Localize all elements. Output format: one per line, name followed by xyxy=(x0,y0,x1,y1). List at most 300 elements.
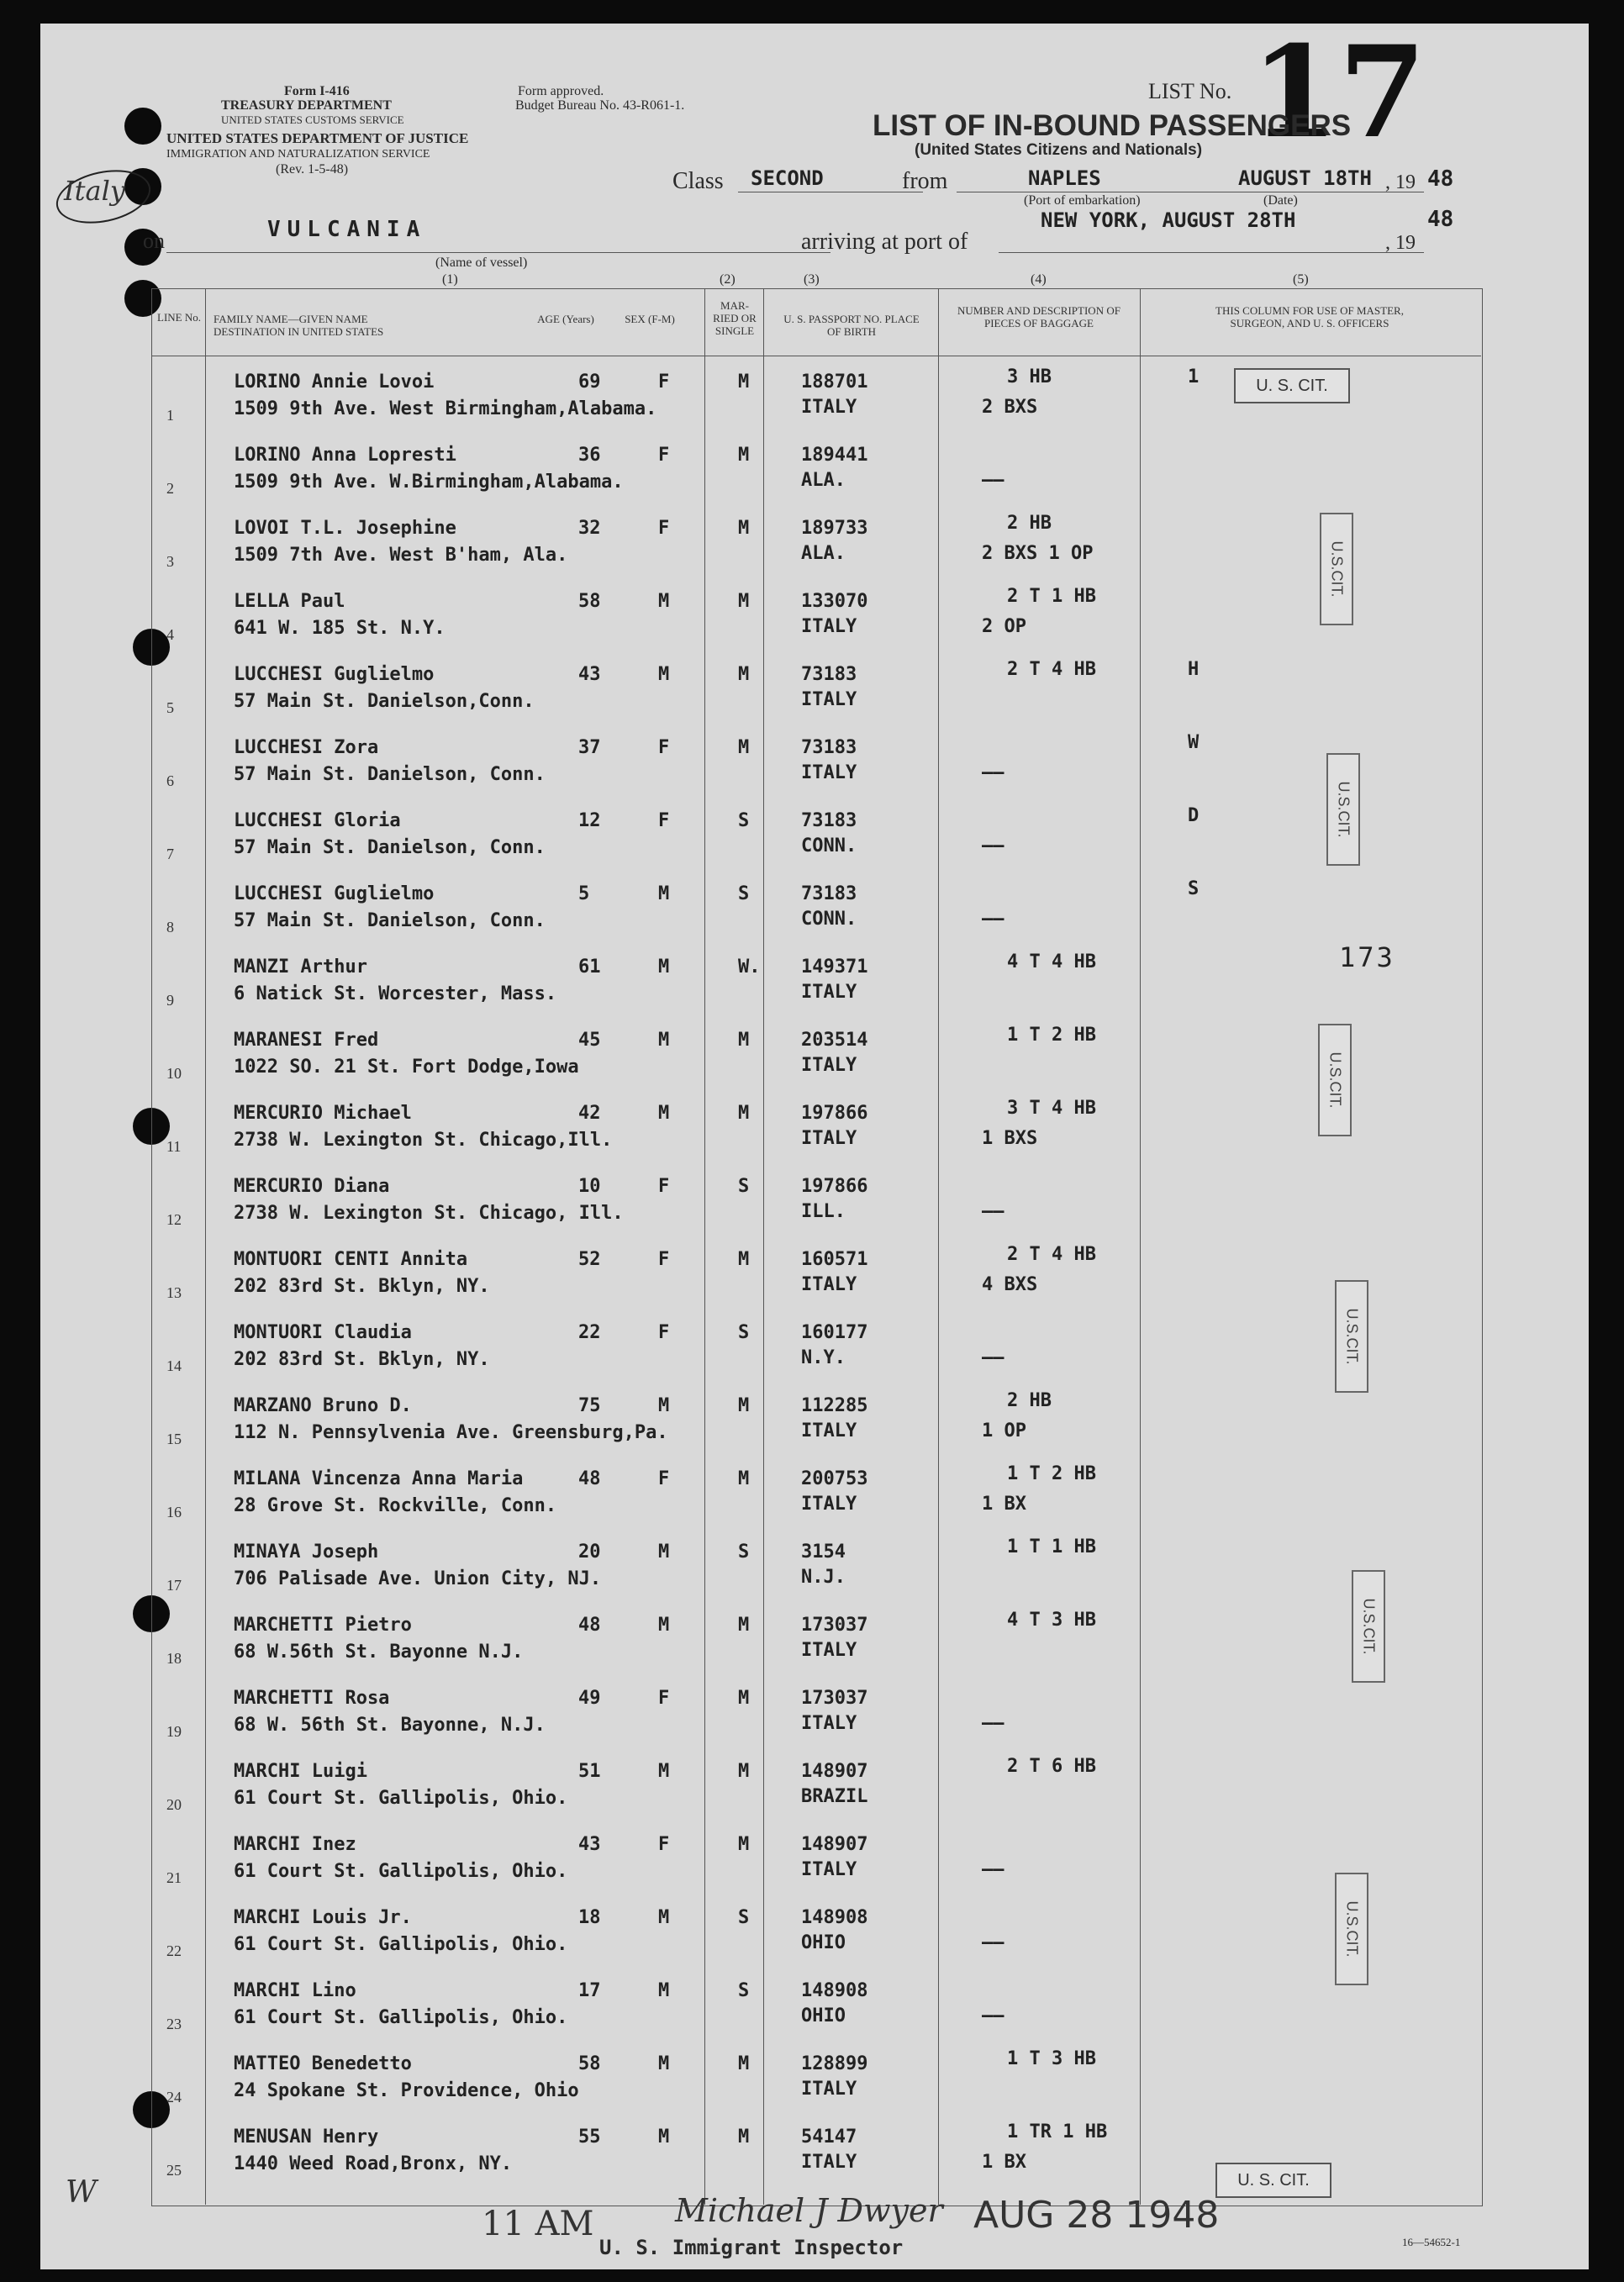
cell-birth: ITALY xyxy=(801,762,857,783)
cell-bag1: 1 T 2 HB xyxy=(1007,1025,1096,1046)
cell-name: MARCHI Luigi xyxy=(234,1761,367,1782)
cell-birth: ITALY xyxy=(801,1713,857,1734)
cell-birth: N.J. xyxy=(801,1567,846,1588)
col-header-sex: SEX (F-M) xyxy=(625,313,675,325)
cell-mark: W xyxy=(1188,732,1200,753)
justice-department: UNITED STATES DEPARTMENT OF JUSTICE xyxy=(166,130,469,146)
margin-mark: W xyxy=(66,2175,98,2210)
cell-address: 61 Court St. Gallipolis, Ohio. xyxy=(234,1861,568,1882)
cell-mark: 1 xyxy=(1188,366,1200,387)
cell-age: 58 xyxy=(578,591,601,612)
cell-age: 48 xyxy=(578,1615,601,1636)
cell-bag2: —— xyxy=(982,909,1004,930)
cell-bag2: —— xyxy=(982,835,1004,856)
cell-ms: M xyxy=(738,1615,750,1636)
table-row xyxy=(40,506,1589,579)
cell-name: LUCCHESI Guglielmo xyxy=(234,664,435,685)
cell-line: 5 xyxy=(166,699,174,716)
col-header-age: AGE (Years) xyxy=(537,313,594,325)
cell-bag1: 1 T 2 HB xyxy=(1007,1463,1096,1484)
cell-name: MERCURIO Michael xyxy=(234,1103,412,1124)
cell-ms: M xyxy=(738,1249,750,1270)
cell-name: MERCURIO Diana xyxy=(234,1176,390,1197)
cell-birth: N.Y. xyxy=(801,1347,846,1368)
cell-address: 68 W.56th St. Bayonne N.J. xyxy=(234,1642,524,1663)
customs-service: UNITED STATES CUSTOMS SERVICE xyxy=(221,113,404,126)
cell-address: 2738 W. Lexington St. Chicago,Ill. xyxy=(234,1130,613,1151)
cell-passport: 73183 xyxy=(801,664,857,685)
cell-age: 43 xyxy=(578,1834,601,1855)
cell-birth: ILL. xyxy=(801,1201,846,1222)
cell-age: 17 xyxy=(578,1980,601,2001)
cell-age: 37 xyxy=(578,737,601,758)
cell-sex: M xyxy=(658,1615,670,1636)
cell-bag1: 1 T 1 HB xyxy=(1007,1536,1096,1557)
cell-address: 202 83rd St. Bklyn, NY. xyxy=(234,1276,490,1297)
class-value: SECOND xyxy=(751,166,824,190)
cell-address: 1509 7th Ave. West B'ham, Ala. xyxy=(234,545,568,566)
cell-line: 6 xyxy=(166,772,174,789)
vessel-label: (Name of vessel) xyxy=(435,256,528,270)
form-number: Form I-416 xyxy=(284,84,350,98)
cell-sex: M xyxy=(658,1761,670,1782)
col-num-2: (2) xyxy=(720,272,736,287)
cell-line: 25 xyxy=(166,2162,182,2179)
inspector-signature: Michael J Dwyer xyxy=(675,2192,943,2229)
cell-name: LORINO Annie Lovoi xyxy=(234,372,435,393)
cell-address: 61 Court St. Gallipolis, Ohio. xyxy=(234,1788,568,1809)
col-header-line: LINE No. xyxy=(157,311,201,324)
arrival-date-stamp: AUG 28 1948 xyxy=(973,2194,1220,2237)
cell-bag2: 1 BX xyxy=(982,2152,1026,2173)
vessel-name: VULCANIA xyxy=(267,217,427,242)
cell-ms: M xyxy=(738,518,750,539)
cell-ms: M xyxy=(738,1103,750,1124)
cell-passport: 200753 xyxy=(801,1468,868,1489)
cell-sex: F xyxy=(658,1688,670,1709)
cell-birth: ITALY xyxy=(801,616,857,637)
us-cit-vertical-stamp: U.S.CIT. xyxy=(1335,1280,1368,1393)
cell-birth: ITALY xyxy=(801,689,857,710)
cell-line: 21 xyxy=(166,1869,182,1886)
cell-line: 19 xyxy=(166,1723,182,1740)
cell-bag1: 3 HB xyxy=(1007,366,1052,387)
cell-sex: F xyxy=(658,737,670,758)
cell-birth: CONN. xyxy=(801,909,857,930)
cell-bag2: —— xyxy=(982,1713,1004,1734)
cell-birth: ALA. xyxy=(801,470,846,491)
cell-age: 20 xyxy=(578,1542,601,1563)
cell-sex: F xyxy=(658,1468,670,1489)
cell-sex: M xyxy=(658,1395,670,1416)
cell-bag2: 1 BX xyxy=(982,1494,1026,1515)
cell-address: 61 Court St. Gallipolis, Ohio. xyxy=(234,2007,568,2028)
table-row xyxy=(40,360,1589,433)
cell-line: 10 xyxy=(166,1065,182,1082)
ins-service: IMMIGRATION AND NATURALIZATION SERVICE xyxy=(166,148,430,161)
arrival-line xyxy=(999,252,1424,253)
cell-birth: BRAZIL xyxy=(801,1786,868,1807)
cell-bag1: 1 T 3 HB xyxy=(1007,2048,1096,2069)
cell-address: 68 W. 56th St. Bayonne, N.J. xyxy=(234,1715,546,1736)
us-cit-vertical-stamp: U.S.CIT. xyxy=(1318,1024,1352,1136)
cell-ms: M xyxy=(738,445,750,466)
col-num-3: (3) xyxy=(804,272,820,287)
form-revision: (Rev. 1-5-48) xyxy=(276,162,349,177)
us-cit-vertical-stamp: U.S.CIT. xyxy=(1320,513,1353,625)
cell-sex: F xyxy=(658,1176,670,1197)
cell-ms: W. xyxy=(738,957,761,978)
cell-bag1: 4 T 3 HB xyxy=(1007,1610,1096,1631)
cell-birth: ITALY xyxy=(801,2079,857,2100)
cell-bag2: 1 OP xyxy=(982,1420,1026,1441)
cell-passport: 189441 xyxy=(801,445,868,466)
cell-sex: M xyxy=(658,883,670,904)
cell-address: 706 Palisade Ave. Union City, NJ. xyxy=(234,1568,602,1589)
cell-bag1: 3 T 4 HB xyxy=(1007,1098,1096,1119)
cell-sex: M xyxy=(658,2127,670,2148)
cell-passport: 3154 xyxy=(801,1542,846,1563)
table-row xyxy=(40,1018,1589,1091)
col-header-name: FAMILY NAME—GIVEN NAME DESTINATION IN UNITED STATES xyxy=(214,313,384,338)
cell-name: LELLA Paul xyxy=(234,591,345,612)
cell-ms: M xyxy=(738,372,750,393)
cell-age: 69 xyxy=(578,372,601,393)
cell-line: 8 xyxy=(166,919,174,935)
cell-birth: ITALY xyxy=(801,2152,857,2173)
cell-passport: 148908 xyxy=(801,1907,868,1928)
cell-sex: F xyxy=(658,810,670,831)
cell-name: MENUSAN Henry xyxy=(234,2127,379,2148)
cell-age: 48 xyxy=(578,1468,601,1489)
cell-sex: F xyxy=(658,1322,670,1343)
cell-birth: ITALY xyxy=(801,397,857,418)
cell-sex: F xyxy=(658,1249,670,1270)
cell-bag1: 2 T 1 HB xyxy=(1007,586,1096,607)
cell-passport: 197866 xyxy=(801,1176,868,1197)
number-stamp-173: 173 xyxy=(1339,941,1395,973)
cell-passport: 73183 xyxy=(801,883,857,904)
cell-line: 2 xyxy=(166,480,174,497)
col-header-married: MAR-RIED OR SINGLE xyxy=(713,299,757,337)
cell-passport: 73183 xyxy=(801,737,857,758)
cell-bag1: 2 T 6 HB xyxy=(1007,1756,1096,1777)
cell-bag2: 2 BXS 1 OP xyxy=(982,543,1094,564)
table-row xyxy=(40,872,1589,945)
cell-birth: OHIO xyxy=(801,2005,846,2026)
cell-line: 15 xyxy=(166,1431,182,1447)
cell-line: 14 xyxy=(166,1357,182,1374)
cell-ms: S xyxy=(738,1322,750,1343)
cell-name: MARCHI Louis Jr. xyxy=(234,1907,412,1928)
cell-line: 20 xyxy=(166,1796,182,1813)
cell-birth: ITALY xyxy=(801,1274,857,1295)
cell-ms: S xyxy=(738,810,750,831)
cell-sex: M xyxy=(658,957,670,978)
arriving-label: arriving at port of xyxy=(801,229,968,255)
cell-birth: ITALY xyxy=(801,1055,857,1076)
table-row xyxy=(40,1749,1589,1822)
cell-bag1: 2 HB xyxy=(1007,1390,1052,1411)
cell-age: 22 xyxy=(578,1322,601,1343)
cell-ms: S xyxy=(738,1176,750,1197)
us-cit-stamp: U. S. CIT. xyxy=(1234,368,1350,403)
col-num-1: (1) xyxy=(442,272,458,287)
treasury-department: TREASURY DEPARTMENT xyxy=(221,98,392,113)
cell-name: MILANA Vincenza Anna Maria xyxy=(234,1468,524,1489)
cell-ms: M xyxy=(738,1395,750,1416)
table-row xyxy=(40,579,1589,652)
col-header-officers: THIS COLUMN FOR USE OF MASTER, SURGEON, AND U. S. OFFICERS xyxy=(1215,304,1404,329)
cell-name: MARCHI Inez xyxy=(234,1834,356,1855)
cell-age: 43 xyxy=(578,664,601,685)
table-row xyxy=(40,1383,1589,1457)
cell-address: 6 Natick St. Worcester, Mass. xyxy=(234,983,557,1004)
cell-age: 12 xyxy=(578,810,601,831)
cell-address: 112 N. Pennsylvenia Ave. Greensburg,Pa. xyxy=(234,1422,668,1443)
cell-name: MARCHETTI Rosa xyxy=(234,1688,390,1709)
cell-passport: 160177 xyxy=(801,1322,868,1343)
cell-ms: M xyxy=(738,2127,750,2148)
cell-address: 641 W. 185 St. N.Y. xyxy=(234,618,446,639)
cell-name: LUCCHESI Gloria xyxy=(234,810,401,831)
cell-ms: S xyxy=(738,1980,750,2001)
table-row xyxy=(40,2042,1589,2115)
cell-age: 18 xyxy=(578,1907,601,1928)
cell-ms: M xyxy=(738,1468,750,1489)
page-title: LIST OF IN-BOUND PASSENGERS xyxy=(873,109,1352,142)
cell-line: 24 xyxy=(166,2089,182,2105)
cell-birth: ALA. xyxy=(801,543,846,564)
cell-passport: 188701 xyxy=(801,372,868,393)
cell-bag2: —— xyxy=(982,1347,1004,1368)
cell-name: MONTUORI Claudia xyxy=(234,1322,412,1343)
binder-hole xyxy=(124,108,161,145)
cell-passport: 73183 xyxy=(801,810,857,831)
print-code: 16—54652-1 xyxy=(1402,2236,1461,2248)
cell-age: 42 xyxy=(578,1103,601,1124)
cell-bag2: —— xyxy=(982,470,1004,491)
cell-ms: M xyxy=(738,1688,750,1709)
table-row xyxy=(40,1676,1589,1749)
cell-bag1: 2 T 4 HB xyxy=(1007,1244,1096,1265)
cell-bag2: 2 BXS xyxy=(982,397,1038,418)
cell-passport: 160571 xyxy=(801,1249,868,1270)
cell-birth: ITALY xyxy=(801,1420,857,1441)
cell-age: 32 xyxy=(578,518,601,539)
cell-age: 5 xyxy=(578,883,590,904)
cell-sex: M xyxy=(658,1980,670,2001)
port-embark-label: (Port of embarkation) xyxy=(1024,193,1141,208)
us-cit-stamp: U. S. CIT. xyxy=(1215,2163,1331,2198)
col-num-5: (5) xyxy=(1293,272,1309,287)
from-label: from xyxy=(902,168,948,194)
table-row xyxy=(40,2115,1589,2188)
cell-name: MARANESI Fred xyxy=(234,1030,379,1051)
cell-line: 13 xyxy=(166,1284,182,1301)
cell-age: 52 xyxy=(578,1249,601,1270)
cell-age: 61 xyxy=(578,957,601,978)
cell-line: 7 xyxy=(166,846,174,862)
cell-name: LUCCHESI Zora xyxy=(234,737,379,758)
arrival-port: NEW YORK, AUGUST 28TH xyxy=(1041,208,1296,232)
departure-year: 48 xyxy=(1427,166,1454,192)
cell-sex: F xyxy=(658,445,670,466)
cell-line: 9 xyxy=(166,992,174,1009)
cell-birth: CONN. xyxy=(801,835,857,856)
cell-bag1: 2 HB xyxy=(1007,513,1052,534)
cell-passport: 203514 xyxy=(801,1030,868,1051)
cell-sex: F xyxy=(658,372,670,393)
cell-name: LORINO Anna Lopresti xyxy=(234,445,456,466)
cell-name: LUCCHESI Guglielmo xyxy=(234,883,435,904)
inspector-label: U. S. Immigrant Inspector xyxy=(599,2236,904,2259)
cell-passport: 148907 xyxy=(801,1761,868,1782)
cell-birth: ITALY xyxy=(801,1859,857,1880)
cell-line: 17 xyxy=(166,1577,182,1594)
cell-address: 57 Main St. Danielson, Conn. xyxy=(234,910,546,931)
cell-bag2: —— xyxy=(982,2005,1004,2026)
year-prefix-1: , 19 xyxy=(1385,171,1416,193)
cell-birth: ITALY xyxy=(801,1640,857,1661)
cell-ms: M xyxy=(738,1761,750,1782)
cell-bag2: —— xyxy=(982,1859,1004,1880)
cell-age: 75 xyxy=(578,1395,601,1416)
cell-age: 51 xyxy=(578,1761,601,1782)
cell-name: LOVOI T.L. Josephine xyxy=(234,518,456,539)
cell-ms: M xyxy=(738,737,750,758)
cell-mark: S xyxy=(1188,878,1200,899)
table-row xyxy=(40,1164,1589,1237)
cell-address: 2738 W. Lexington St. Chicago, Ill. xyxy=(234,1203,624,1224)
cell-address: 1022 SO. 21 St. Fort Dodge,Iowa xyxy=(234,1057,579,1078)
cell-bag1: 2 T 4 HB xyxy=(1007,659,1096,680)
cell-sex: M xyxy=(658,1030,670,1051)
cell-address: 1509 9th Ave. West Birmingham,Alabama. xyxy=(234,398,657,419)
cell-sex: M xyxy=(658,591,670,612)
table-row xyxy=(40,433,1589,506)
class-label: Class xyxy=(672,168,724,194)
cell-line: 16 xyxy=(166,1504,182,1520)
page-subtitle: (United States Citizens and Nationals) xyxy=(915,141,1203,159)
us-cit-vertical-stamp: U.S.CIT. xyxy=(1335,1873,1368,1985)
col-num-4: (4) xyxy=(1031,272,1047,287)
cell-line: 18 xyxy=(166,1650,182,1667)
cell-passport: 54147 xyxy=(801,2127,857,2148)
cell-birth: OHIO xyxy=(801,1932,846,1953)
cell-passport: 148908 xyxy=(801,1980,868,2001)
col-header-passport: U. S. PASSPORT NO. PLACE OF BIRTH xyxy=(783,313,920,338)
cell-passport: 112285 xyxy=(801,1395,868,1416)
cell-passport: 197866 xyxy=(801,1103,868,1124)
cell-address: 57 Main St. Danielson, Conn. xyxy=(234,764,546,785)
on-label: on xyxy=(143,229,165,253)
handwritten-time: 11 AM xyxy=(482,2205,594,2243)
cell-age: 58 xyxy=(578,2053,601,2074)
cell-ms: M xyxy=(738,2053,750,2074)
us-cit-vertical-stamp: U.S.CIT. xyxy=(1352,1570,1385,1683)
table-row xyxy=(40,652,1589,725)
cell-line: 22 xyxy=(166,1942,182,1959)
table-row xyxy=(40,1091,1589,1164)
cell-sex: M xyxy=(658,1907,670,1928)
cell-name: MANZI Arthur xyxy=(234,957,367,978)
cell-ms: M xyxy=(738,1030,750,1051)
arrival-year: 48 xyxy=(1427,207,1454,232)
cell-ms: S xyxy=(738,1907,750,1928)
cell-address: 57 Main St. Danielson, Conn. xyxy=(234,837,546,858)
cell-ms: S xyxy=(738,1542,750,1563)
cell-address: 202 83rd St. Bklyn, NY. xyxy=(234,1349,490,1370)
cell-age: 45 xyxy=(578,1030,601,1051)
cell-age: 36 xyxy=(578,445,601,466)
cell-sex: F xyxy=(658,518,670,539)
budget-bureau: Budget Bureau No. 43-R061-1. xyxy=(515,98,685,113)
cell-mark: D xyxy=(1188,805,1200,826)
cell-bag2: 1 BXS xyxy=(982,1128,1038,1149)
cell-birth: ITALY xyxy=(801,1128,857,1149)
cell-sex: F xyxy=(658,1834,670,1855)
cell-address: 28 Grove St. Rockville, Conn. xyxy=(234,1495,557,1516)
cell-passport: 148907 xyxy=(801,1834,868,1855)
form-approved: Form approved. xyxy=(518,84,604,98)
cell-name: MINAYA Joseph xyxy=(234,1542,379,1563)
us-cit-vertical-stamp: U.S.CIT. xyxy=(1326,753,1360,866)
cell-line: 23 xyxy=(166,2016,182,2032)
cell-name: MARZANO Bruno D. xyxy=(234,1395,412,1416)
cell-bag2: —— xyxy=(982,1201,1004,1222)
cell-line: 11 xyxy=(166,1138,182,1155)
handwritten-country: Italy xyxy=(64,175,125,207)
cell-address: 1509 9th Ave. W.Birmingham,Alabama. xyxy=(234,472,624,493)
cell-address: 57 Main St. Danielson,Conn. xyxy=(234,691,535,712)
cell-birth: ITALY xyxy=(801,1494,857,1515)
cell-bag1: 1 TR 1 HB xyxy=(1007,2121,1108,2142)
cell-mark: H xyxy=(1188,659,1200,680)
cell-line: 12 xyxy=(166,1211,182,1228)
cell-bag1: 4 T 4 HB xyxy=(1007,951,1096,972)
cell-line: 3 xyxy=(166,553,174,570)
from-value: NAPLES xyxy=(1028,166,1101,190)
cell-name: MONTUORI CENTI Annita xyxy=(234,1249,468,1270)
cell-bag2: —— xyxy=(982,1932,1004,1953)
vessel-line xyxy=(166,252,830,253)
table-row xyxy=(40,1457,1589,1530)
cell-ms: S xyxy=(738,883,750,904)
cell-passport: 149371 xyxy=(801,957,868,978)
cell-line: 1 xyxy=(166,407,174,424)
cell-address: 61 Court St. Gallipolis, Ohio. xyxy=(234,1934,568,1955)
cell-bag2: —— xyxy=(982,762,1004,783)
departure-date: AUGUST 18TH xyxy=(1238,166,1372,190)
cell-age: 10 xyxy=(578,1176,601,1197)
list-number: 17 xyxy=(1251,18,1426,166)
cell-line: 4 xyxy=(166,626,174,643)
cell-ms: M xyxy=(738,1834,750,1855)
cell-name: MARCHI Lino xyxy=(234,1980,356,2001)
cell-address: 24 Spokane St. Providence, Ohio xyxy=(234,2080,579,2101)
manifest-page xyxy=(40,18,1589,2269)
cell-sex: M xyxy=(658,1103,670,1124)
cell-sex: M xyxy=(658,2053,670,2074)
cell-ms: M xyxy=(738,664,750,685)
cell-passport: 173037 xyxy=(801,1615,868,1636)
cell-passport: 189733 xyxy=(801,518,868,539)
cell-ms: M xyxy=(738,591,750,612)
cell-age: 55 xyxy=(578,2127,601,2148)
cell-bag2: 2 OP xyxy=(982,616,1026,637)
cell-bag2: 4 BXS xyxy=(982,1274,1038,1295)
